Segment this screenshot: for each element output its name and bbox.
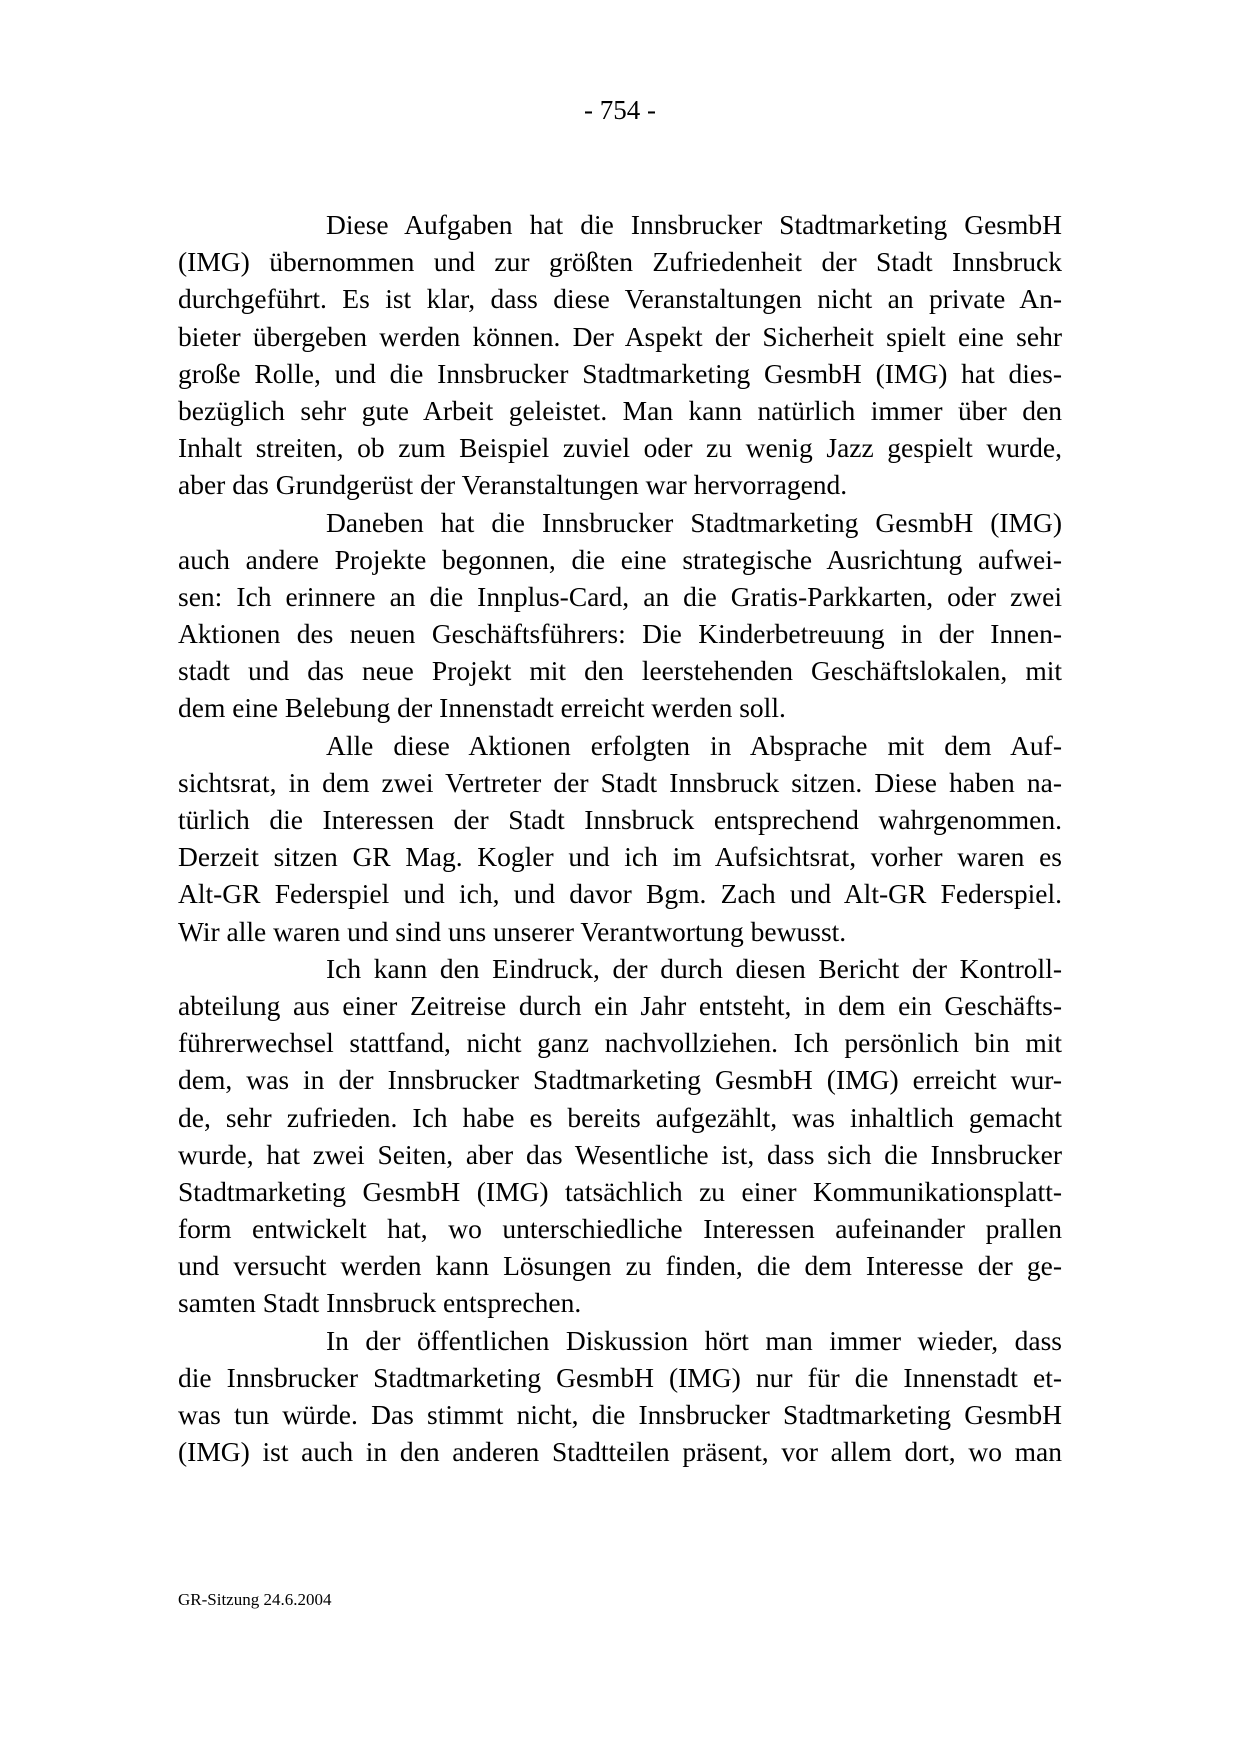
text-line: sen: Ich erinnere an die Innplus-Card, an die Gratis-Parkkarten, oder zwei [178, 580, 1062, 612]
text-line: bieter übergeben werden können. Der Aspekt der Sicherheit spielt eine sehr [178, 320, 1062, 352]
text-line: aber das Grundgerüst der Veranstaltungen war hervorragend. [178, 469, 848, 501]
paragraph-2 [178, 504, 1062, 727]
text-line: was tun würde. Das stimmt nicht, die Innsbrucker Stadtmarketing GesmbH [178, 1399, 1062, 1430]
text-line: auch andere Projekte begonnen, die eine strategische Ausrichtung aufwei- [178, 543, 1062, 575]
text-line: sichtsrat, in dem zwei Vertreter der Stadt Innsbruck sitzen. Diese haben na- [178, 766, 1062, 798]
text-line: Aktionen des neuen Geschäftsführers: Die Kinderbetreuung in der Innen- [178, 618, 1062, 650]
text-line: Ich kann den Eindruck, der durch diesen Bericht der Kontroll- [326, 952, 1062, 984]
text-line: Diese Aufgaben hat die Innsbrucker Stadtmarketing GesmbH [326, 209, 1062, 240]
text-line: samten Stadt Innsbruck entsprechen. [178, 1287, 582, 1319]
text-line: Wir alle waren und sind uns unserer Verantwortung bewusst. [178, 915, 847, 947]
paragraph-1 [178, 206, 1062, 504]
text-line: große Rolle, und die Innsbrucker Stadtmarketing GesmbH (IMG) hat dies- [178, 357, 1062, 389]
text-line: wurde, hat zwei Seiten, aber das Wesentliche ist, dass sich die Innsbrucker [178, 1138, 1062, 1170]
text-line: türlich die Interessen der Stadt Innsbruck entsprechend wahrgenommen. [178, 804, 1062, 835]
text-line: führerwechsel stattfand, nicht ganz nachvollziehen. Ich persönlich bin mit [178, 1027, 1062, 1059]
text-line: dem eine Belebung der Innenstadt erreicht werden soll. [178, 692, 786, 724]
text-line: und versucht werden kann Lösungen zu finden, die dem Interesse der ge- [178, 1250, 1062, 1282]
text-line: Daneben hat die Innsbrucker Stadtmarketing GesmbH (IMG) [326, 506, 1062, 538]
text-line: Derzeit sitzen GR Mag. Kogler und ich im Aufsichtsrat, vorher waren es [178, 841, 1062, 873]
text-line: abteilung aus einer Zeitreise durch ein Jahr entsteht, in dem ein Geschäfts- [178, 989, 1062, 1021]
paragraph-5 [178, 1322, 1062, 1471]
paragraph-3 [178, 727, 1062, 950]
text-line: durchgeführt. Es ist klar, dass diese Veranstaltungen nicht an private An- [178, 283, 1062, 315]
text-line: stadt und das neue Projekt mit den leerstehenden Geschäftslokalen, mit [178, 655, 1062, 687]
paragraph-4 [178, 950, 1062, 1322]
text-line: Alle diese Aktionen erfolgten in Absprache mit dem Auf- [326, 729, 1062, 761]
text-line: In der öffentlichen Diskussion hört man immer wieder, dass [326, 1324, 1062, 1356]
text-line: Inhalt streiten, ob zum Beispiel zuviel oder zu wenig Jazz gespielt wurde, [178, 432, 1062, 464]
text-line: dem, was in der Innsbrucker Stadtmarketing GesmbH (IMG) erreicht wur- [178, 1064, 1062, 1096]
body-text [178, 206, 1062, 1470]
text-line: (IMG) übernommen und zur größten Zufriedenheit der Stadt Innsbruck [178, 246, 1062, 278]
text-line: Stadtmarketing GesmbH (IMG) tatsächlich zu einer Kommunikationsplatt- [178, 1175, 1062, 1207]
text-line: (IMG) ist auch in den anderen Stadtteilen präsent, vor allem dort, wo man [178, 1436, 1062, 1468]
text-line: de, sehr zufrieden. Ich habe es bereits aufgezählt, was inhaltlich gemacht [178, 1101, 1062, 1133]
page-number: - 754 - [584, 95, 656, 125]
footer-session-date: GR-Sitzung 24.6.2004 [178, 1590, 332, 1609]
text-line: bezüglich sehr gute Arbeit geleistet. Man kann natürlich immer über den [178, 394, 1062, 426]
text-line: Alt-GR Federspiel und ich, und davor Bgm. Zach und Alt-GR Federspiel. [178, 878, 1062, 910]
text-line: die Innsbrucker Stadtmarketing GesmbH (IMG) nur für die Innenstadt et- [178, 1361, 1062, 1393]
text-line: form entwickelt hat, wo unterschiedliche Interessen aufeinander prallen [178, 1213, 1062, 1245]
